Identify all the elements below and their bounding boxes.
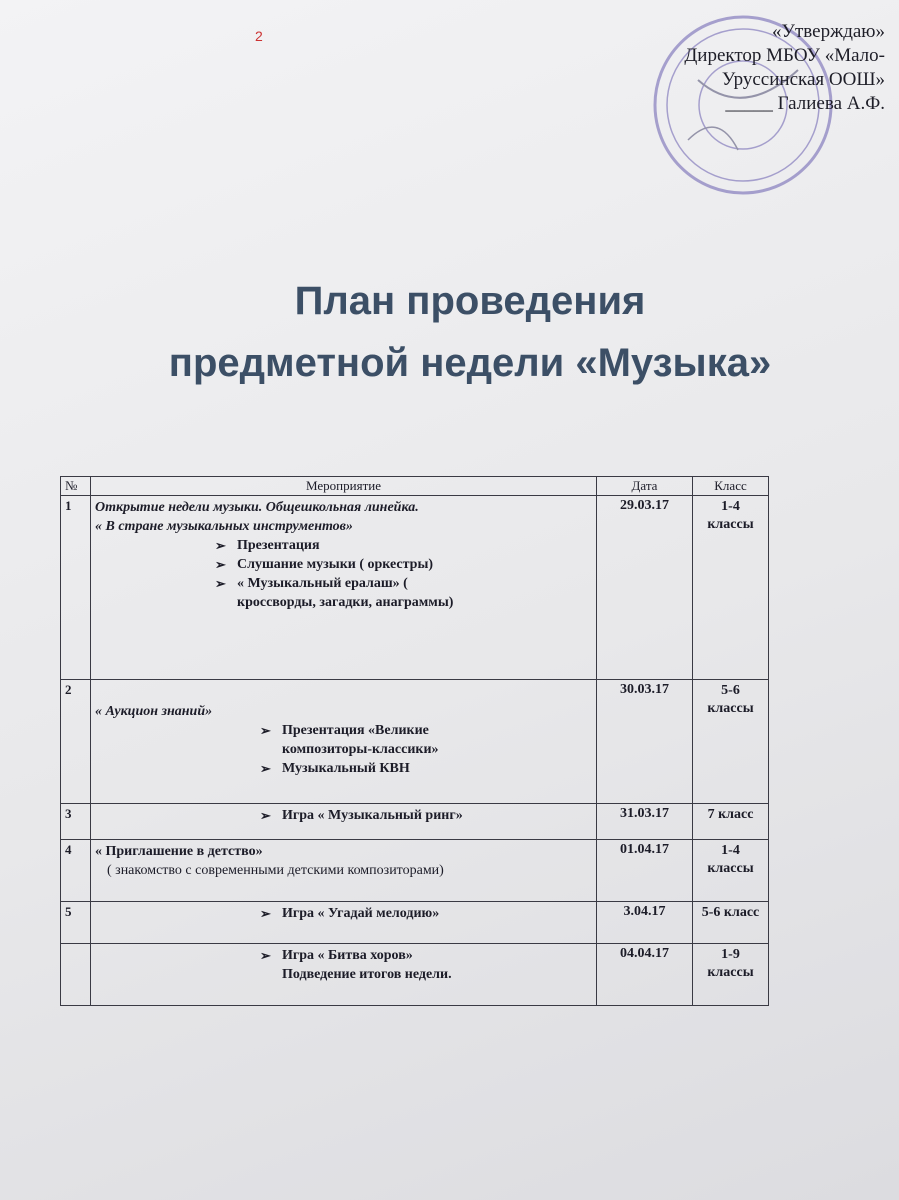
list-item-continued: кроссворды, загадки, анаграммы) [237,595,454,610]
row-number: 2 [61,680,91,804]
table-row [61,944,769,1006]
list-item: ➢ Слушание музыки ( оркестры) [215,557,434,572]
arrow-bullet-icon: ➢ [260,906,271,921]
event-cell [91,496,597,680]
table-header-row [61,477,769,496]
approval-line-3: Уруссинская ООШ» [721,69,885,90]
event-class: 7 класс [693,804,769,840]
list-item: ➢ Музыкальный КВН [260,761,410,776]
event-date: 04.04.17 [597,944,693,1006]
table-row [61,804,769,840]
row-number: 4 [61,840,91,902]
table-row [61,902,769,944]
arrow-bullet-icon: ➢ [260,808,271,823]
event-subtitle: « В стране музыкальных инструментов» [95,519,353,534]
arrow-bullet-icon: ➢ [215,557,226,572]
event-class: 5-6 класс [693,902,769,944]
table-row [61,496,769,680]
event-cell [91,902,597,944]
list-item: ➢ Игра « Угадай мелодию» [260,906,440,921]
row-number: 3 [61,804,91,840]
arrow-bullet-icon: ➢ [260,723,271,738]
arrow-bullet-icon: ➢ [215,576,226,591]
list-item-continued: Подведение итогов недели. [282,967,452,982]
list-item: ➢ Презентация «Великие [260,723,429,738]
event-date: 01.04.17 [597,840,693,902]
event-cell [91,840,597,902]
margin-mark: 2 [255,28,263,44]
arrow-bullet-icon: ➢ [215,538,226,553]
list-item: ➢ « Музыкальный ералаш» ( [215,576,408,591]
event-date: 3.04.17 [597,902,693,944]
event-cell [91,944,597,1006]
list-item-continued: композиторы-классики» [282,742,439,757]
event-class: 5-6 классы [693,680,769,804]
approval-line-4: _____ Галиева А.Ф. [725,93,885,114]
row-number: 5 [61,902,91,944]
approval-block [605,20,885,116]
list-item: ➢ Презентация [215,538,320,553]
event-title: « Приглашение в детство» [95,844,263,859]
event-date: 30.03.17 [597,680,693,804]
table-row [61,840,769,902]
event-class: 1-4 классы [693,496,769,680]
list-item: ➢ Игра « Битва хоров» [260,948,413,963]
table-row [61,680,769,804]
event-plan-table [60,476,769,1006]
header-event: Мероприятие [91,477,597,496]
approval-line-2: Директор МБОУ «Мало- [684,45,885,66]
title-line-1: План проведения [294,279,646,323]
event-class: 1-9 классы [693,944,769,1006]
event-subtitle: ( знакомство с современными детскими композиторами) [107,863,444,878]
event-title: Открытие недели музыки. Общешкольная линейка. [95,500,419,515]
event-date: 29.03.17 [597,496,693,680]
header-date: Дата [597,477,693,496]
arrow-bullet-icon: ➢ [260,948,271,963]
title-line-2: предметной недели «Музыка» [168,341,772,385]
row-number: 1 [61,496,91,680]
header-number: № [61,477,91,496]
event-cell [91,680,597,804]
list-item: ➢ Игра « Музыкальный ринг» [260,808,463,823]
arrow-bullet-icon: ➢ [260,761,271,776]
event-class: 1-4 классы [693,840,769,902]
page-title [100,270,840,394]
row-number [61,944,91,1006]
header-class: Класс [693,477,769,496]
event-cell [91,804,597,840]
event-date: 31.03.17 [597,804,693,840]
approval-line-1: «Утверждаю» [772,21,885,42]
event-title: « Аукцион знаний» [95,704,213,719]
